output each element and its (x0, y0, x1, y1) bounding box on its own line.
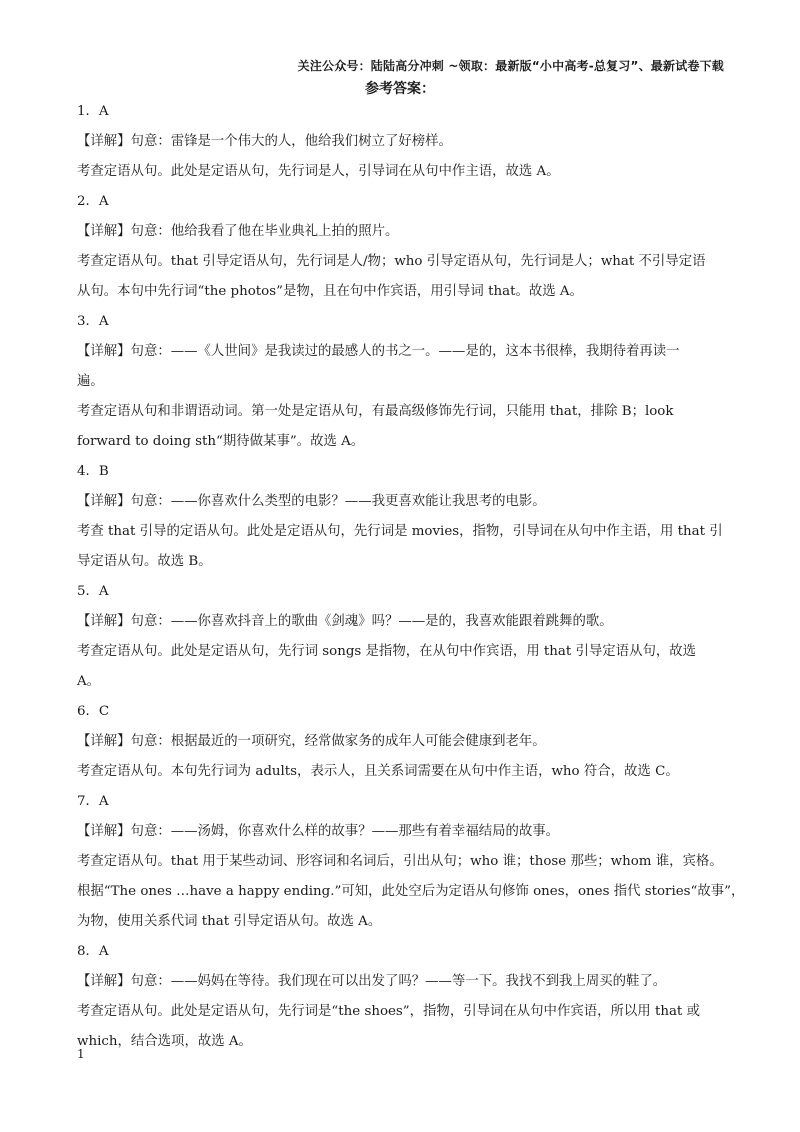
answer-line: 【详解】句意：根据最近的一项研究，经常做家务的成年人可能会健康到老年。 (77, 734, 546, 749)
answer-line: 6．C (77, 704, 110, 719)
answer-line: 从句。本句中先行词“the photos”是物，且在句中作宾语，用引导词 that。故选 A。 (77, 284, 583, 299)
answer-line: 【详解】句意：——你喜欢抖音上的歌曲《剑魂》吗？——是的，我喜欢能跟着跳舞的歌。 (77, 614, 613, 629)
answer-line: 5．A (77, 584, 109, 599)
answer-line: 【详解】句意：他给我看了他在毕业典礼上拍的照片。 (77, 224, 399, 239)
answer-line: 考查定语从句。本句先行词为 adults，表示人，且关系词需要在从句中作主语，who 符合，故选 C。 (77, 764, 679, 779)
answer-line: 考查 that 引导的定语从句。此处是定语从句，先行词是 movies，指物，引导词在从句中作主语，用 that 引 (77, 524, 723, 539)
answer-line: forward to doing sth“期待做某事”。故选 A。 (77, 434, 365, 449)
answer-line: 【详解】句意：——汤姆，你喜欢什么样的故事？——那些有着幸福结局的故事。 (77, 824, 560, 839)
answer-line: 7．A (77, 794, 109, 809)
answer-line: 考查定语从句。that 用于某些动词、形容词和名词后，引出从句；who 谁；those 那些；whom 谁，宾格。 (77, 854, 723, 869)
answer-line: 3．A (77, 314, 109, 329)
header-note: 关注公众号：陆陆高分冲刺 ~领取：最新版“小中高考-总复习”、最新试卷下载 (297, 59, 724, 73)
page-title: 参考答案： (365, 81, 435, 97)
answer-line: 8．A (77, 944, 109, 959)
answer-line: 遍。 (77, 374, 104, 389)
answer-line: 4．B (77, 464, 109, 479)
answer-line: 考查定语从句和非谓语动词。第一处是定语从句，有最高级修饰先行词，只能用 that，排除 B；look (77, 404, 674, 419)
answer-line: A。 (77, 674, 101, 689)
answer-line: 根据“The ones …have a happy ending.”可知，此处空后为定语从句修饰 ones，ones 指代 stories“故事”， (77, 884, 745, 899)
answer-line: 【详解】句意：——《人世间》是我读过的最感人的书之一。——是的，这本书很棒，我期待着再读一 (77, 344, 680, 359)
page-number: 1 (77, 1047, 85, 1061)
answer-line: 1．A (77, 104, 109, 119)
answer-line: 【详解】句意：——妈妈在等待。我们现在可以出发了吗？——等一下。我找不到我上周买的鞋了。 (77, 974, 667, 989)
answer-line: 考查定语从句。that 引导定语从句，先行词是人/物；who 引导定语从句，先行词是人；what 不引导定语 (77, 254, 706, 269)
answer-line: 为物，使用关系代词 that 引导定语从句。故选 A。 (77, 914, 382, 929)
answer-line: 考查定语从句。此处是定语从句，先行词是人，引导词在从句中作主语，故选 A。 (77, 164, 560, 179)
answer-line: 考查定语从句。此处是定语从句，先行词是“the shoes”，指物，引导词在从句中作宾语，所以用 that 或 (77, 1004, 700, 1019)
answer-line: 导定语从句。故选 B。 (77, 554, 212, 569)
answer-line: 【详解】句意：——你喜欢什么类型的电影？——我更喜欢能让我思考的电影。 (77, 494, 546, 509)
answer-line: 2．A (77, 194, 109, 209)
answer-line: which，结合选项，故选 A。 (77, 1034, 252, 1049)
answer-content (77, 97, 745, 1057)
answer-line: 考查定语从句。此处是定语从句，先行词 songs 是指物，在从句中作宾语，用 that 引导定语从句，故选 (77, 644, 697, 659)
answer-line: 【详解】句意：雷锋是一个伟大的人，他给我们树立了好榜样。 (77, 134, 452, 149)
